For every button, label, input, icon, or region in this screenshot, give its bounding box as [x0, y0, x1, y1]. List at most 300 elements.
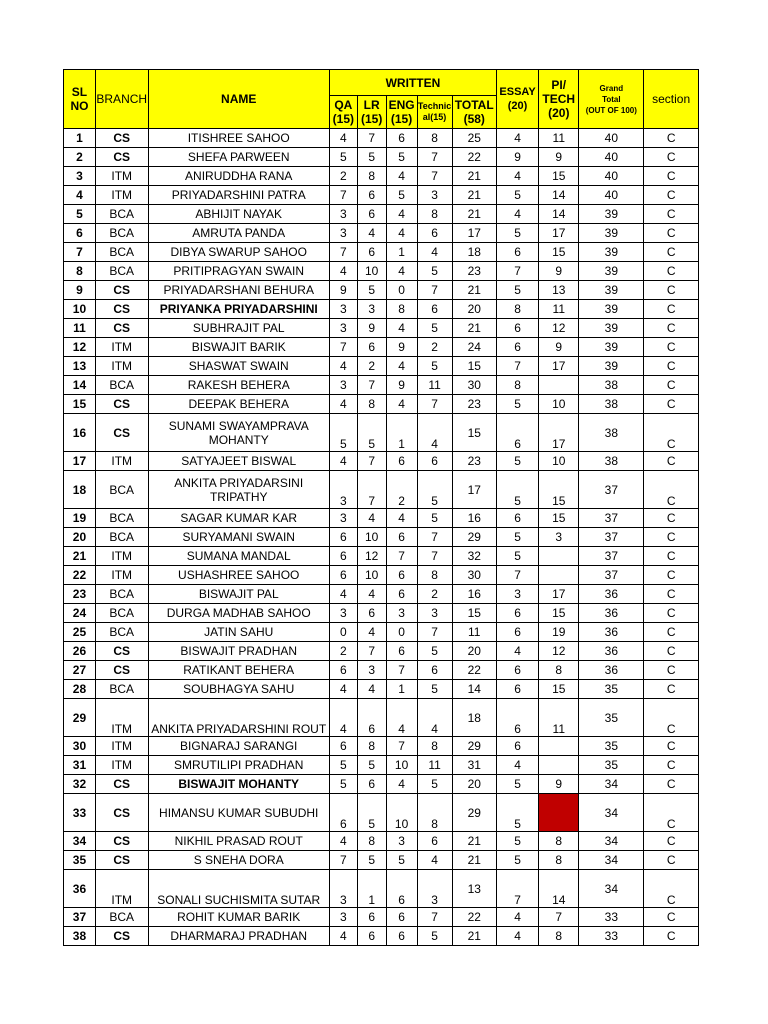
- cell-section: C: [644, 167, 699, 186]
- cell-section: C: [644, 148, 699, 167]
- cell-section: C: [644, 566, 699, 585]
- cell-tech: 5: [417, 319, 452, 338]
- cell-total: 22: [452, 908, 496, 927]
- cell-qa: 4: [329, 129, 357, 148]
- header-grand-total: Grand Total (OUT OF 100): [579, 70, 644, 129]
- cell-grand: 37: [579, 528, 644, 547]
- cell-branch: CS: [95, 642, 148, 661]
- cell-total: 31: [452, 756, 496, 775]
- cell-tech: 8: [417, 129, 452, 148]
- cell-sl: 23: [64, 585, 96, 604]
- cell-eng: 6: [386, 566, 417, 585]
- cell-lr: 4: [357, 585, 386, 604]
- cell-tech: 6: [417, 832, 452, 851]
- cell-tech: 5: [417, 680, 452, 699]
- table-row: [64, 376, 699, 395]
- cell-lr: 6: [357, 699, 386, 737]
- cell-pi: [539, 376, 579, 395]
- cell-name: DEEPAK BEHERA: [148, 395, 329, 414]
- cell-lr: 7: [357, 376, 386, 395]
- cell-tech: 3: [417, 186, 452, 205]
- cell-branch: CS: [95, 129, 148, 148]
- cell-sl: 10: [64, 300, 96, 319]
- cell-essay: 6: [496, 680, 538, 699]
- cell-qa: 9: [329, 281, 357, 300]
- cell-total: 15: [452, 357, 496, 376]
- cell-pi: 15: [539, 604, 579, 623]
- cell-pi: 15: [539, 471, 579, 509]
- cell-name: NIKHIL PRASAD ROUT: [148, 832, 329, 851]
- cell-eng: 6: [386, 528, 417, 547]
- cell-branch: BCA: [95, 528, 148, 547]
- cell-eng: 4: [386, 509, 417, 528]
- table-row: [64, 186, 699, 205]
- cell-tech: 5: [417, 357, 452, 376]
- cell-pi: 7: [539, 908, 579, 927]
- cell-name: RATIKANT BEHERA: [148, 661, 329, 680]
- header-eng: ENG (15): [386, 96, 417, 129]
- cell-total: 21: [452, 319, 496, 338]
- cell-total: 23: [452, 395, 496, 414]
- cell-sl: 2: [64, 148, 96, 167]
- cell-qa: 3: [329, 870, 357, 908]
- cell-qa: 4: [329, 832, 357, 851]
- cell-eng: 9: [386, 376, 417, 395]
- cell-sl: 21: [64, 547, 96, 566]
- cell-lr: 12: [357, 547, 386, 566]
- cell-tech: 8: [417, 205, 452, 224]
- cell-qa: 7: [329, 851, 357, 870]
- cell-lr: 4: [357, 509, 386, 528]
- cell-branch: CS: [95, 832, 148, 851]
- cell-essay: 5: [496, 224, 538, 243]
- cell-qa: 3: [329, 509, 357, 528]
- cell-eng: 7: [386, 547, 417, 566]
- cell-essay: 4: [496, 908, 538, 927]
- cell-grand: 38: [579, 395, 644, 414]
- cell-section: C: [644, 319, 699, 338]
- cell-qa: 4: [329, 927, 357, 946]
- cell-sl: 16: [64, 414, 96, 452]
- cell-tech: 7: [417, 148, 452, 167]
- cell-grand: 33: [579, 908, 644, 927]
- cell-eng: 3: [386, 832, 417, 851]
- table-row: [64, 737, 699, 756]
- cell-qa: 4: [329, 585, 357, 604]
- cell-tech: 5: [417, 927, 452, 946]
- cell-branch: BCA: [95, 243, 148, 262]
- cell-lr: 10: [357, 528, 386, 547]
- cell-name: BISWAJIT PRADHAN: [148, 642, 329, 661]
- cell-tech: 11: [417, 376, 452, 395]
- cell-sl: 11: [64, 319, 96, 338]
- cell-pi: 8: [539, 832, 579, 851]
- cell-grand: 39: [579, 319, 644, 338]
- cell-section: C: [644, 129, 699, 148]
- cell-name: PRIYANKA PRIYADARSHINI: [148, 300, 329, 319]
- cell-qa: 0: [329, 623, 357, 642]
- cell-pi: 19: [539, 623, 579, 642]
- cell-total: 21: [452, 281, 496, 300]
- cell-branch: ITM: [95, 699, 148, 737]
- cell-section: C: [644, 699, 699, 737]
- cell-qa: 4: [329, 262, 357, 281]
- cell-section: C: [644, 281, 699, 300]
- cell-branch: ITM: [95, 566, 148, 585]
- cell-essay: 8: [496, 300, 538, 319]
- cell-section: C: [644, 851, 699, 870]
- cell-total: 15: [452, 604, 496, 623]
- table-row: [64, 281, 699, 300]
- cell-name: BIGNARAJ SARANGI: [148, 737, 329, 756]
- cell-essay: 6: [496, 509, 538, 528]
- cell-sl: 26: [64, 642, 96, 661]
- cell-lr: 4: [357, 224, 386, 243]
- cell-sl: 32: [64, 775, 96, 794]
- cell-section: C: [644, 680, 699, 699]
- cell-sl: 34: [64, 832, 96, 851]
- cell-grand: 34: [579, 794, 644, 832]
- cell-pi: [539, 737, 579, 756]
- cell-tech: 8: [417, 737, 452, 756]
- cell-sl: 38: [64, 927, 96, 946]
- cell-sl: 7: [64, 243, 96, 262]
- cell-qa: 3: [329, 376, 357, 395]
- cell-lr: 5: [357, 414, 386, 452]
- cell-pi: [539, 756, 579, 775]
- table-row: [64, 661, 699, 680]
- cell-essay: 6: [496, 737, 538, 756]
- cell-branch: ITM: [95, 357, 148, 376]
- cell-pi: 9: [539, 775, 579, 794]
- cell-lr: 1: [357, 870, 386, 908]
- cell-sl: 6: [64, 224, 96, 243]
- table-row: [64, 851, 699, 870]
- cell-qa: 3: [329, 471, 357, 509]
- table-row: [64, 300, 699, 319]
- cell-grand: 37: [579, 547, 644, 566]
- cell-grand: 36: [579, 585, 644, 604]
- cell-essay: 7: [496, 870, 538, 908]
- cell-grand: 33: [579, 927, 644, 946]
- cell-sl: 30: [64, 737, 96, 756]
- cell-total: 21: [452, 186, 496, 205]
- cell-pi: [539, 794, 579, 832]
- cell-grand: 40: [579, 186, 644, 205]
- cell-qa: 6: [329, 661, 357, 680]
- cell-total: 18: [452, 699, 496, 737]
- cell-qa: 3: [329, 604, 357, 623]
- cell-name: AMRUTA PANDA: [148, 224, 329, 243]
- header-sl-no: SL NO: [64, 70, 96, 129]
- cell-branch: ITM: [95, 186, 148, 205]
- cell-total: 15: [452, 414, 496, 452]
- cell-branch: BCA: [95, 471, 148, 509]
- table-row: [64, 623, 699, 642]
- cell-lr: 8: [357, 832, 386, 851]
- cell-grand: 40: [579, 167, 644, 186]
- cell-total: 13: [452, 870, 496, 908]
- cell-name: PRIYADARSHINI PATRA: [148, 186, 329, 205]
- cell-pi: 17: [539, 357, 579, 376]
- cell-eng: 6: [386, 452, 417, 471]
- cell-qa: 6: [329, 528, 357, 547]
- cell-branch: ITM: [95, 452, 148, 471]
- cell-eng: 4: [386, 775, 417, 794]
- cell-sl: 27: [64, 661, 96, 680]
- cell-qa: 6: [329, 794, 357, 832]
- table-row: [64, 414, 699, 452]
- cell-tech: 7: [417, 623, 452, 642]
- cell-section: C: [644, 623, 699, 642]
- cell-branch: BCA: [95, 205, 148, 224]
- cell-section: C: [644, 927, 699, 946]
- cell-pi: 10: [539, 452, 579, 471]
- cell-branch: ITM: [95, 547, 148, 566]
- cell-name: BISWAJIT PAL: [148, 585, 329, 604]
- cell-section: C: [644, 737, 699, 756]
- cell-grand: 35: [579, 680, 644, 699]
- header-technical: Technic al(15): [417, 96, 452, 129]
- cell-pi: 17: [539, 585, 579, 604]
- cell-section: C: [644, 186, 699, 205]
- cell-eng: 4: [386, 395, 417, 414]
- cell-grand: 37: [579, 509, 644, 528]
- cell-essay: 5: [496, 775, 538, 794]
- cell-name: PRITIPRAGYAN SWAIN: [148, 262, 329, 281]
- cell-sl: 13: [64, 357, 96, 376]
- cell-eng: 6: [386, 585, 417, 604]
- cell-grand: 37: [579, 566, 644, 585]
- cell-qa: 5: [329, 775, 357, 794]
- table-row: [64, 148, 699, 167]
- cell-essay: 7: [496, 262, 538, 281]
- cell-pi: 13: [539, 281, 579, 300]
- cell-branch: CS: [95, 794, 148, 832]
- cell-lr: 6: [357, 604, 386, 623]
- table-row: [64, 509, 699, 528]
- cell-lr: 10: [357, 566, 386, 585]
- cell-grand: 39: [579, 357, 644, 376]
- cell-sl: 15: [64, 395, 96, 414]
- cell-section: C: [644, 452, 699, 471]
- cell-section: C: [644, 756, 699, 775]
- cell-sl: 9: [64, 281, 96, 300]
- table-row: [64, 642, 699, 661]
- cell-eng: 7: [386, 737, 417, 756]
- cell-eng: 6: [386, 642, 417, 661]
- cell-essay: 5: [496, 832, 538, 851]
- cell-section: C: [644, 642, 699, 661]
- cell-sl: 14: [64, 376, 96, 395]
- cell-essay: 6: [496, 699, 538, 737]
- cell-name: S SNEHA DORA: [148, 851, 329, 870]
- cell-essay: 7: [496, 357, 538, 376]
- cell-section: C: [644, 395, 699, 414]
- cell-lr: 6: [357, 205, 386, 224]
- cell-pi: 8: [539, 661, 579, 680]
- cell-name: SOUBHAGYA SAHU: [148, 680, 329, 699]
- cell-grand: 40: [579, 148, 644, 167]
- table-row: [64, 775, 699, 794]
- cell-grand: 39: [579, 224, 644, 243]
- cell-total: 23: [452, 452, 496, 471]
- cell-branch: CS: [95, 927, 148, 946]
- cell-pi: 15: [539, 509, 579, 528]
- cell-total: 29: [452, 528, 496, 547]
- cell-essay: 9: [496, 148, 538, 167]
- cell-tech: 4: [417, 243, 452, 262]
- cell-name: SHEFA PARWEEN: [148, 148, 329, 167]
- header-section: section: [644, 70, 699, 129]
- cell-pi: 9: [539, 262, 579, 281]
- cell-total: 29: [452, 794, 496, 832]
- cell-total: 18: [452, 243, 496, 262]
- cell-total: 21: [452, 167, 496, 186]
- cell-essay: 5: [496, 794, 538, 832]
- cell-grand: 35: [579, 699, 644, 737]
- cell-section: C: [644, 300, 699, 319]
- cell-tech: 5: [417, 509, 452, 528]
- cell-branch: BCA: [95, 262, 148, 281]
- results-table: [63, 69, 699, 946]
- table-row: [64, 205, 699, 224]
- cell-eng: 9: [386, 338, 417, 357]
- cell-total: 29: [452, 737, 496, 756]
- cell-total: 20: [452, 642, 496, 661]
- cell-lr: 7: [357, 471, 386, 509]
- cell-qa: 5: [329, 148, 357, 167]
- cell-branch: CS: [95, 414, 148, 452]
- table-row: [64, 452, 699, 471]
- cell-eng: 2: [386, 471, 417, 509]
- cell-qa: 7: [329, 186, 357, 205]
- cell-name: RAKESH BEHERA: [148, 376, 329, 395]
- cell-total: 20: [452, 775, 496, 794]
- cell-sl: 33: [64, 794, 96, 832]
- cell-sl: 28: [64, 680, 96, 699]
- cell-grand: 39: [579, 205, 644, 224]
- cell-sl: 35: [64, 851, 96, 870]
- cell-sl: 25: [64, 623, 96, 642]
- cell-grand: 39: [579, 300, 644, 319]
- cell-section: C: [644, 243, 699, 262]
- cell-lr: 10: [357, 262, 386, 281]
- cell-lr: 7: [357, 642, 386, 661]
- cell-tech: 7: [417, 908, 452, 927]
- cell-essay: 7: [496, 566, 538, 585]
- cell-tech: 4: [417, 851, 452, 870]
- cell-eng: 6: [386, 908, 417, 927]
- cell-eng: 8: [386, 300, 417, 319]
- cell-qa: 3: [329, 908, 357, 927]
- cell-essay: 5: [496, 281, 538, 300]
- cell-total: 16: [452, 585, 496, 604]
- cell-tech: 7: [417, 281, 452, 300]
- cell-pi: 11: [539, 300, 579, 319]
- cell-branch: CS: [95, 300, 148, 319]
- cell-pi: [539, 547, 579, 566]
- cell-name: SONALI SUCHISMITA SUTAR: [148, 870, 329, 908]
- header-pi-tech: PI/ TECH (20): [539, 70, 579, 129]
- cell-branch: CS: [95, 148, 148, 167]
- table-row: [64, 129, 699, 148]
- cell-lr: 6: [357, 775, 386, 794]
- cell-total: 11: [452, 623, 496, 642]
- cell-section: C: [644, 908, 699, 927]
- cell-grand: 36: [579, 661, 644, 680]
- cell-eng: 6: [386, 870, 417, 908]
- cell-section: C: [644, 224, 699, 243]
- cell-sl: 12: [64, 338, 96, 357]
- table-row: [64, 243, 699, 262]
- cell-essay: 4: [496, 129, 538, 148]
- cell-section: C: [644, 794, 699, 832]
- cell-name: HIMANSU KUMAR SUBUDHI: [148, 794, 329, 832]
- table-row: [64, 908, 699, 927]
- cell-qa: 3: [329, 300, 357, 319]
- table-row: [64, 224, 699, 243]
- table-row: [64, 699, 699, 737]
- cell-sl: 37: [64, 908, 96, 927]
- cell-tech: 6: [417, 661, 452, 680]
- cell-lr: 6: [357, 186, 386, 205]
- cell-branch: BCA: [95, 623, 148, 642]
- cell-branch: CS: [95, 281, 148, 300]
- cell-total: 21: [452, 927, 496, 946]
- cell-lr: 6: [357, 338, 386, 357]
- header-lr: LR (15): [357, 96, 386, 129]
- cell-essay: 8: [496, 376, 538, 395]
- cell-grand: 40: [579, 129, 644, 148]
- cell-pi: 14: [539, 870, 579, 908]
- cell-qa: 4: [329, 395, 357, 414]
- cell-branch: CS: [95, 319, 148, 338]
- cell-qa: 5: [329, 414, 357, 452]
- cell-name: USHASHREE SAHOO: [148, 566, 329, 585]
- cell-eng: 4: [386, 205, 417, 224]
- cell-essay: 6: [496, 623, 538, 642]
- header-qa: QA (15): [329, 96, 357, 129]
- cell-section: C: [644, 357, 699, 376]
- table-row: [64, 338, 699, 357]
- cell-essay: 5: [496, 851, 538, 870]
- cell-name: JATIN SAHU: [148, 623, 329, 642]
- cell-sl: 18: [64, 471, 96, 509]
- cell-name: SUBHRAJIT PAL: [148, 319, 329, 338]
- cell-branch: BCA: [95, 680, 148, 699]
- cell-sl: 8: [64, 262, 96, 281]
- table-row: [64, 680, 699, 699]
- table-row: [64, 262, 699, 281]
- cell-qa: 7: [329, 338, 357, 357]
- cell-sl: 29: [64, 699, 96, 737]
- cell-pi: 12: [539, 319, 579, 338]
- cell-essay: 4: [496, 927, 538, 946]
- cell-total: 23: [452, 262, 496, 281]
- cell-eng: 1: [386, 243, 417, 262]
- cell-lr: 8: [357, 395, 386, 414]
- cell-branch: BCA: [95, 509, 148, 528]
- cell-qa: 5: [329, 756, 357, 775]
- cell-lr: 2: [357, 357, 386, 376]
- cell-section: C: [644, 775, 699, 794]
- cell-eng: 1: [386, 414, 417, 452]
- cell-grand: 38: [579, 376, 644, 395]
- cell-essay: 5: [496, 395, 538, 414]
- table-row: [64, 870, 699, 908]
- cell-qa: 2: [329, 167, 357, 186]
